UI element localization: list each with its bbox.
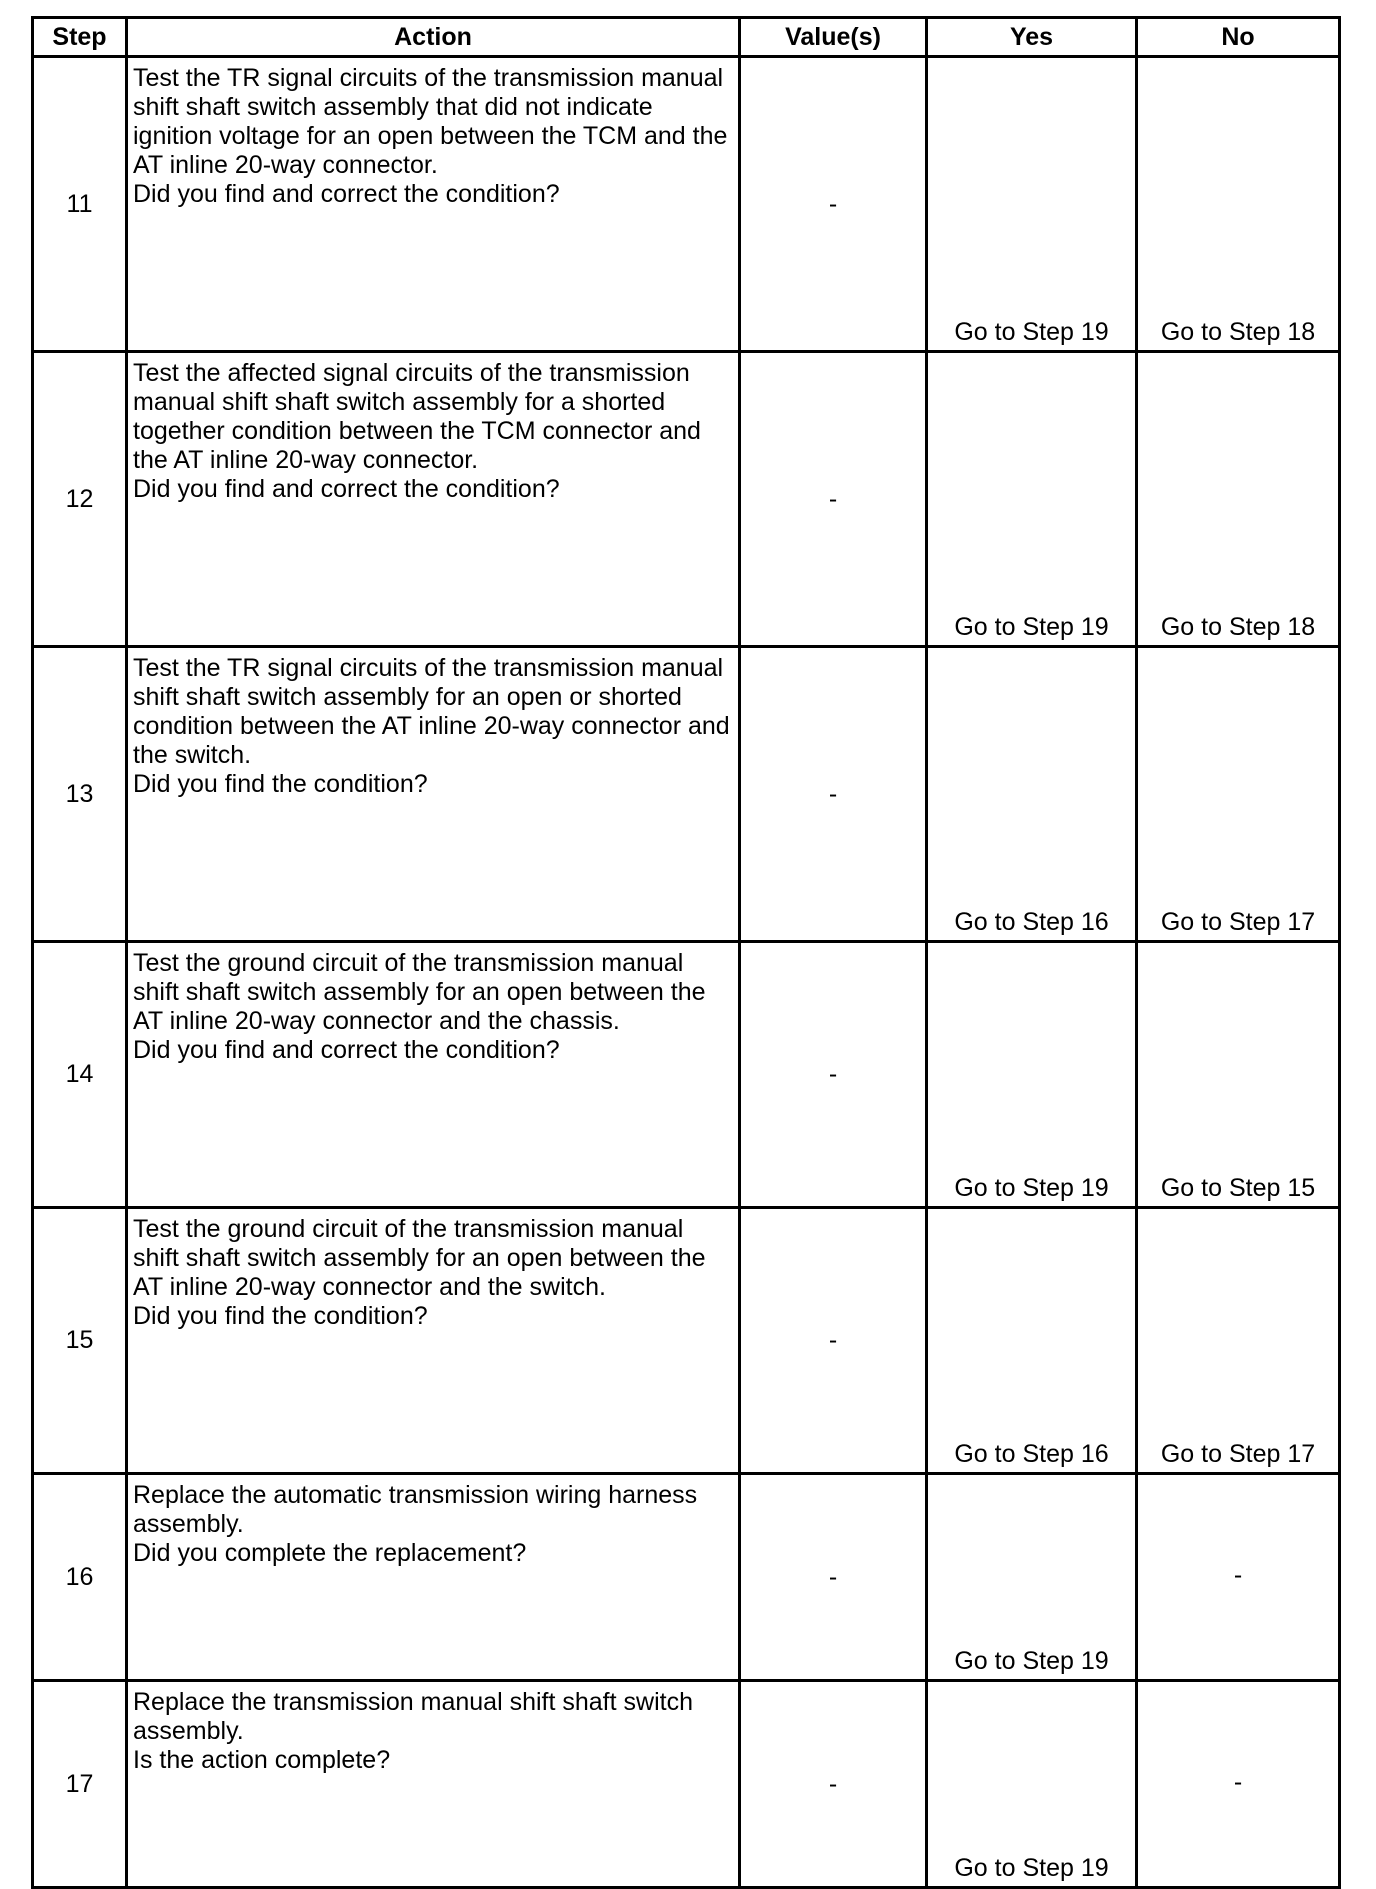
- value-cell: -: [740, 352, 927, 647]
- table-row: [33, 1681, 1340, 1888]
- table-row: [33, 1474, 1340, 1681]
- action-text: Test the TR signal circuits of the transmission manual shift shaft switch assembly that did not indicate ignition voltage for an open between the TCM and the AT inline 20-way connector.: [133, 64, 728, 179]
- action-cell: [127, 1681, 740, 1888]
- step-number: 13: [33, 647, 127, 942]
- value-cell: -: [740, 1474, 927, 1681]
- action-cell: [127, 1474, 740, 1681]
- action-text: Test the ground circuit of the transmission manual shift shaft switch assembly for an open between the AT inline 20-way connector and the chassis.: [133, 949, 706, 1035]
- no-result: Go to Step 17: [1137, 1208, 1340, 1474]
- action-cell: [127, 352, 740, 647]
- action-text: Replace the automatic transmission wiring harness assembly.: [133, 1481, 698, 1538]
- action-question: Is the action complete?: [133, 1746, 391, 1774]
- value-cell: -: [740, 57, 927, 352]
- no-result: Go to Step 18: [1137, 57, 1340, 352]
- action-cell: [127, 1208, 740, 1474]
- step-number: 12: [33, 352, 127, 647]
- action-cell: [127, 942, 740, 1208]
- table-row: [33, 1208, 1340, 1474]
- no-result: Go to Step 18: [1137, 352, 1340, 647]
- yes-result: Go to Step 19: [927, 352, 1137, 647]
- header-action: Action: [127, 18, 740, 57]
- table-row: [33, 647, 1340, 942]
- action-text: Test the TR signal circuits of the transmission manual shift shaft switch assembly for an open or shorted condition between the AT inline 20-way connector and the switch.: [133, 654, 730, 769]
- table-row: [33, 352, 1340, 647]
- no-result: -: [1137, 1681, 1340, 1888]
- step-number: 11: [33, 57, 127, 352]
- no-result: Go to Step 17: [1137, 647, 1340, 942]
- value-cell: -: [740, 1208, 927, 1474]
- value-cell: -: [740, 1681, 927, 1888]
- table-row: [33, 57, 1340, 352]
- action-question: Did you find the condition?: [133, 1302, 428, 1330]
- no-result: -: [1137, 1474, 1340, 1681]
- table-header: [33, 18, 1340, 57]
- yes-result: Go to Step 19: [927, 942, 1137, 1208]
- action-cell: [127, 647, 740, 942]
- action-question: Did you complete the replacement?: [133, 1539, 527, 1567]
- yes-result: Go to Step 19: [927, 57, 1137, 352]
- value-cell: -: [740, 942, 927, 1208]
- action-question: Did you find the condition?: [133, 770, 428, 798]
- action-question: Did you find and correct the condition?: [133, 180, 560, 208]
- header-values: Value(s): [740, 18, 927, 57]
- table-body: [33, 57, 1340, 1888]
- header-no: No: [1137, 18, 1340, 57]
- diagnostic-table: [31, 16, 1341, 1889]
- action-question: Did you find and correct the condition?: [133, 1036, 560, 1064]
- step-number: 16: [33, 1474, 127, 1681]
- step-number: 14: [33, 942, 127, 1208]
- no-result: Go to Step 15: [1137, 942, 1340, 1208]
- header-yes: Yes: [927, 18, 1137, 57]
- step-number: 15: [33, 1208, 127, 1474]
- step-number: 17: [33, 1681, 127, 1888]
- header-step: Step: [33, 18, 127, 57]
- action-text: Test the affected signal circuits of the transmission manual shift shaft switch assembly for a shorted together condition between the TCM connector and the AT inline 20-way connector.: [133, 359, 701, 474]
- yes-result: Go to Step 19: [927, 1474, 1137, 1681]
- action-text: Test the ground circuit of the transmission manual shift shaft switch assembly for an open between the AT inline 20-way connector and the switch.: [133, 1215, 706, 1301]
- table-row: [33, 942, 1340, 1208]
- header-row: [33, 18, 1340, 57]
- yes-result: Go to Step 19: [927, 1681, 1137, 1888]
- action-text: Replace the transmission manual shift shaft switch assembly.: [133, 1688, 693, 1745]
- yes-result: Go to Step 16: [927, 1208, 1137, 1474]
- yes-result: Go to Step 16: [927, 647, 1137, 942]
- action-cell: [127, 57, 740, 352]
- action-question: Did you find and correct the condition?: [133, 475, 560, 503]
- value-cell: -: [740, 647, 927, 942]
